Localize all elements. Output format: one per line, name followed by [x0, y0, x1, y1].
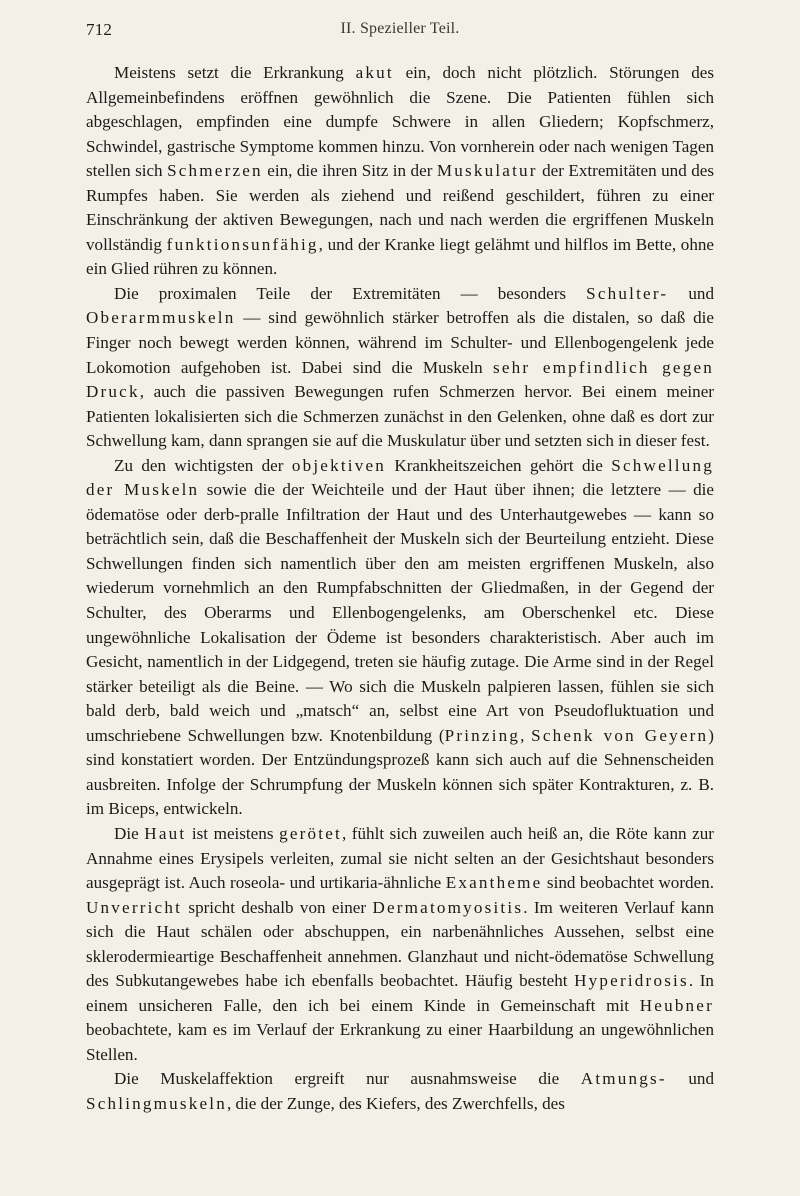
- emphasized-text: objektiven: [291, 455, 386, 475]
- emphasized-text: Hyperidrosis: [574, 971, 689, 991]
- text-run: ein, doch nicht plötzlich. Störungen des Allgemeinbefindens eröffnen gewöhnlich die Szene. Die Patienten fühlen sich abgeschlagen, empfinden eine dumpfe Schwere in allen Gliedern; Kopfschmerz, Schwindel, gastrische Symptome kommen hinzu. Von vornherein oder nach wenigen Tagen stellen sich: [86, 63, 714, 181]
- paragraph-onset: [86, 61, 714, 282]
- text-run: ,: [520, 725, 532, 745]
- text-run: , auch die passiven Bewegungen rufen Schmerzen hervor. Bei einem meiner Patienten lokalisierten sich die Schmerzen zunächst in den Gelenken, ohne daß es dort zur Schwellung kam, dann sprangen sie auf die Muskulatur über und setzten sich in dieser fest.: [86, 382, 714, 451]
- emphasized-text: Schwellung der Muskeln: [86, 455, 714, 500]
- text-run: sind beobachtet worden.: [542, 873, 714, 893]
- text-run: . In einem unsicheren Falle, den ich bei einem Kinde in Gemeinschaft mit: [86, 971, 714, 1015]
- emphasized-text: Muskulatur: [436, 161, 538, 181]
- emphasized-text: sehr empfindlich gegen Druck: [86, 357, 714, 402]
- paragraph-objective-signs: [86, 454, 714, 822]
- emphasized-text: Schmerzen: [167, 161, 263, 181]
- text-run: beobachtete, kam es im Verlauf der Erkrankung zu einer Haarbildung an ungewöhnlichen Stellen.: [86, 1020, 714, 1064]
- text-run: — sind gewöhnlich stärker betroffen als die distalen, so daß die Finger noch bewegt werden können, während im Schulter- und Ellenbogengelenk jede Lokomotion aufgehoben ist. Dabei sind die Muskeln: [86, 308, 714, 377]
- text-run: , die der Zunge, des Kiefers, des Zwerchfells, des: [226, 1093, 565, 1113]
- text-run: Krankheitszeichen gehört die: [386, 455, 612, 475]
- text-run: der Extremitäten und des Rumpfes haben. Sie werden als ziehend und reißend geschildert, führen zu einer Einschränkung der aktiven Bewegungen, nach und nach werden die ergriffenen Muskeln vollständig: [86, 161, 715, 254]
- emphasized-text: Schenk von Geyern: [531, 725, 709, 745]
- text-run: . Im weiteren Verlauf kann sich die Haut schälen oder abschuppen, ein narbenähnliches Aussehen, selbst eine sklerodermieartige Beschaffenheit annehmen. Glanzhaut und nicht-ödematöse Schwellung des Subkutangewebes habe ich ebenfalls beobachtet. Häufig besteht: [86, 897, 714, 991]
- emphasized-text: Unverricht: [86, 897, 183, 917]
- text-run: Die Muskelaffektion ergreift nur ausnahmsweise die: [114, 1069, 581, 1089]
- emphasized-text: akut: [355, 63, 394, 82]
- emphasized-text: gerötet: [279, 823, 342, 843]
- emphasized-text: Oberarmmuskeln: [86, 308, 236, 328]
- text-run: sowie die der Weichteile und der Haut über ihnen; die letztere — die ödematöse oder derb-pralle Infiltration der Haut und des Unterhautgewebes — kann so beträchtlich sein, daß die Beschaffenheit der Muskeln sich der Beurteilung entzieht. Diese Schwellungen finden sich namentlich über den am meisten ergriffenen Muskeln, also wiederum vornehmlich an den Rumpfabschnitten der Gliedmaßen, in der Gegend der Schulter, des Oberarms und Ellenbogengelenks, am Oberschenkel etc. Diese ungewöhnliche Lokalisation der Ödeme ist besonders charakteristisch. Aber auch im Gesicht, namentlich in der Lidgegend, treten sie häufig zutage. Die Arme sind in der Regel stärker beteiligt als die Beine. — Wo sich die Muskeln palpieren lassen, fühlen sie sich bald derb, bald weich und „matsch“ an, selbst eine Art von Pseudofluktuation und umschriebene Schwellungen bzw. Knotenbildung (: [86, 480, 714, 745]
- text-run: und: [668, 283, 714, 303]
- paragraph-respiratory-muscles: [86, 1067, 714, 1116]
- text-run: Die: [114, 823, 145, 843]
- body-text: [86, 61, 714, 1117]
- paragraph-skin: [86, 822, 714, 1067]
- text-run: , und der Kranke liegt gelähmt und hilflos im Bette, ohne ein Glied rühren zu können.: [86, 234, 715, 279]
- text-run: Meistens setzt die Erkrankung: [114, 63, 356, 82]
- emphasized-text: Atmungs-: [580, 1069, 667, 1089]
- emphasized-text: Heubner: [639, 995, 714, 1015]
- emphasized-text: Schulter-: [586, 283, 669, 303]
- text-run: ein, die ihren Sitz in der: [262, 161, 437, 181]
- page-header: [86, 20, 714, 46]
- page-number: 712: [86, 20, 113, 39]
- text-run: Zu den wichtigsten der: [114, 455, 292, 475]
- paragraph-proximal-muscles: [86, 282, 714, 454]
- text-run: und: [666, 1069, 714, 1089]
- emphasized-text: Haut: [144, 823, 187, 843]
- running-head: II. Spezieller Teil.: [340, 20, 460, 37]
- emphasized-text: Dermatomyositis: [372, 897, 524, 917]
- text-run: spricht deshalb von einer: [182, 897, 373, 917]
- emphasized-text: funktionsunfähig: [166, 234, 319, 254]
- text-run: ist meistens: [186, 823, 280, 843]
- emphasized-text: Exantheme: [445, 873, 543, 893]
- emphasized-text: Prinzing: [444, 725, 521, 745]
- text-run: Die proximalen Teile der Extremitäten — besonders: [114, 283, 587, 303]
- text-run: , fühlt sich zuweilen auch heiß an, die Röte kann zur Annahme eines Erysipels verleiten, zumal sie nicht selten an der Gesichtshaut besonders ausgeprägt ist. Auch roseola- und urtikaria-ähnliche: [86, 823, 714, 893]
- text-run: ) sind konstatiert worden. Der Entzündungsprozeß kann sich auch auf die Sehnenscheiden ausbreiten. Infolge der Schrumpfung der Muskeln können sich später Kontrakturen, z. B. im Biceps, entwickeln.: [86, 725, 714, 819]
- emphasized-text: Schlingmuskeln: [86, 1093, 227, 1113]
